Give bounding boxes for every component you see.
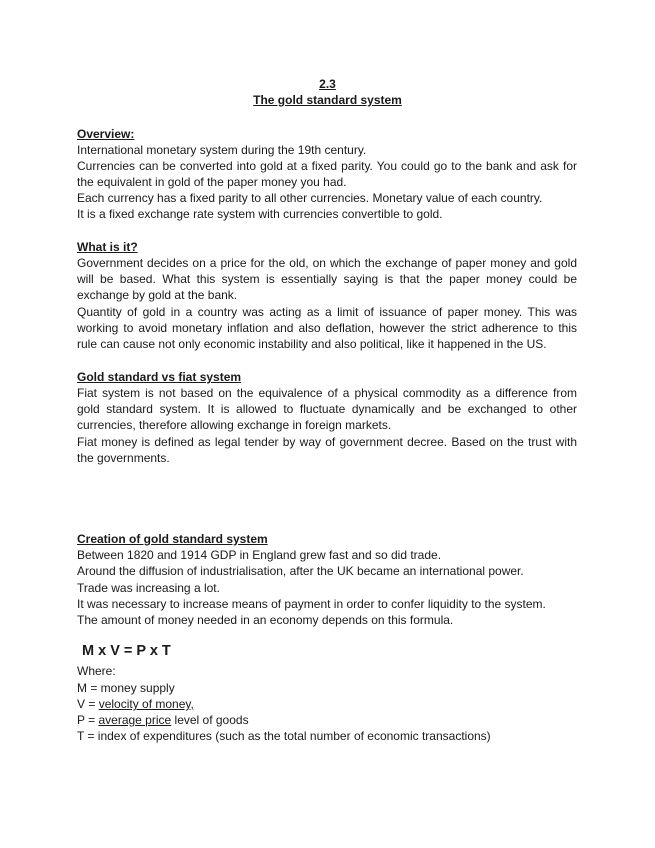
- v-term: velocity of money,: [98, 697, 194, 711]
- creation-line: Trade was increasing a lot.: [77, 581, 220, 595]
- overview-line: It is a fixed exchange rate system with currencies convertible to gold.: [77, 207, 443, 221]
- what-is-it-paragraph: Government decides on a price for the old, on which the exchange of paper money and gold will be based. What this system is essentially saying is that the paper money could be exchange by gold at the bank.: [77, 256, 577, 303]
- creation-line: It was necessary to increase means of payment in order to confer liquidity to the system.: [77, 597, 546, 611]
- creation-line: Around the diffusion of industrialisation, after the UK became an international power.: [77, 564, 524, 578]
- formula-t-line: T = index of expenditures (such as the total number of economic transactions): [77, 729, 491, 743]
- what-is-it-paragraph: Quantity of gold in a country was acting as a limit of issuance of paper money. This was working to avoid monetary inflation and also deflation, however the strict adherence to this rule can cause not only economic instability and also political, like it happened in the US.: [77, 305, 577, 352]
- formula-p-line: [77, 712, 577, 728]
- p-term: average price: [98, 713, 172, 727]
- p-suffix: level of goods: [171, 713, 249, 727]
- page-title: The gold standard system: [253, 93, 402, 107]
- overview-heading: Overview:: [77, 127, 135, 141]
- fiat-paragraph: Fiat money is defined as legal tender by way of government decree. Based on the trust with the governments.: [77, 435, 577, 466]
- creation-heading: Creation of gold standard system: [77, 532, 268, 546]
- overview-line: Each currency has a fixed parity to all other currencies. Monetary value of each country.: [77, 191, 543, 205]
- fiat-paragraph: Fiat system is not based on the equivalence of a physical commodity as a difference from gold standard system. It is allowed to fluctuate dynamically and be exchanged to other currencies, therefore allowing exchange in foreign markets.: [77, 386, 577, 433]
- v-prefix: V =: [77, 697, 99, 711]
- p-prefix: P =: [77, 713, 99, 727]
- formula-m-line: M = money supply: [77, 681, 175, 695]
- fiat-heading: Gold standard vs fiat system: [77, 370, 242, 384]
- overview-line: Currencies can be converted into gold at a fixed parity. You could go to the bank and ask for the equivalent in gold of the paper money you had.: [77, 159, 577, 190]
- document-header: [0, 76, 655, 108]
- what-is-it-heading: What is it?: [77, 240, 138, 254]
- formula-where: Where:: [77, 664, 116, 678]
- section-number: 2.3: [319, 77, 336, 91]
- formula-v-line: [77, 696, 577, 712]
- formula-equation: M x V = P x T: [82, 643, 171, 659]
- overview-line: International monetary system during the 19th century.: [77, 143, 367, 157]
- creation-line: Between 1820 and 1914 GDP in England grew fast and so did trade.: [77, 548, 442, 562]
- creation-line: The amount of money needed in an economy depends on this formula.: [77, 613, 454, 627]
